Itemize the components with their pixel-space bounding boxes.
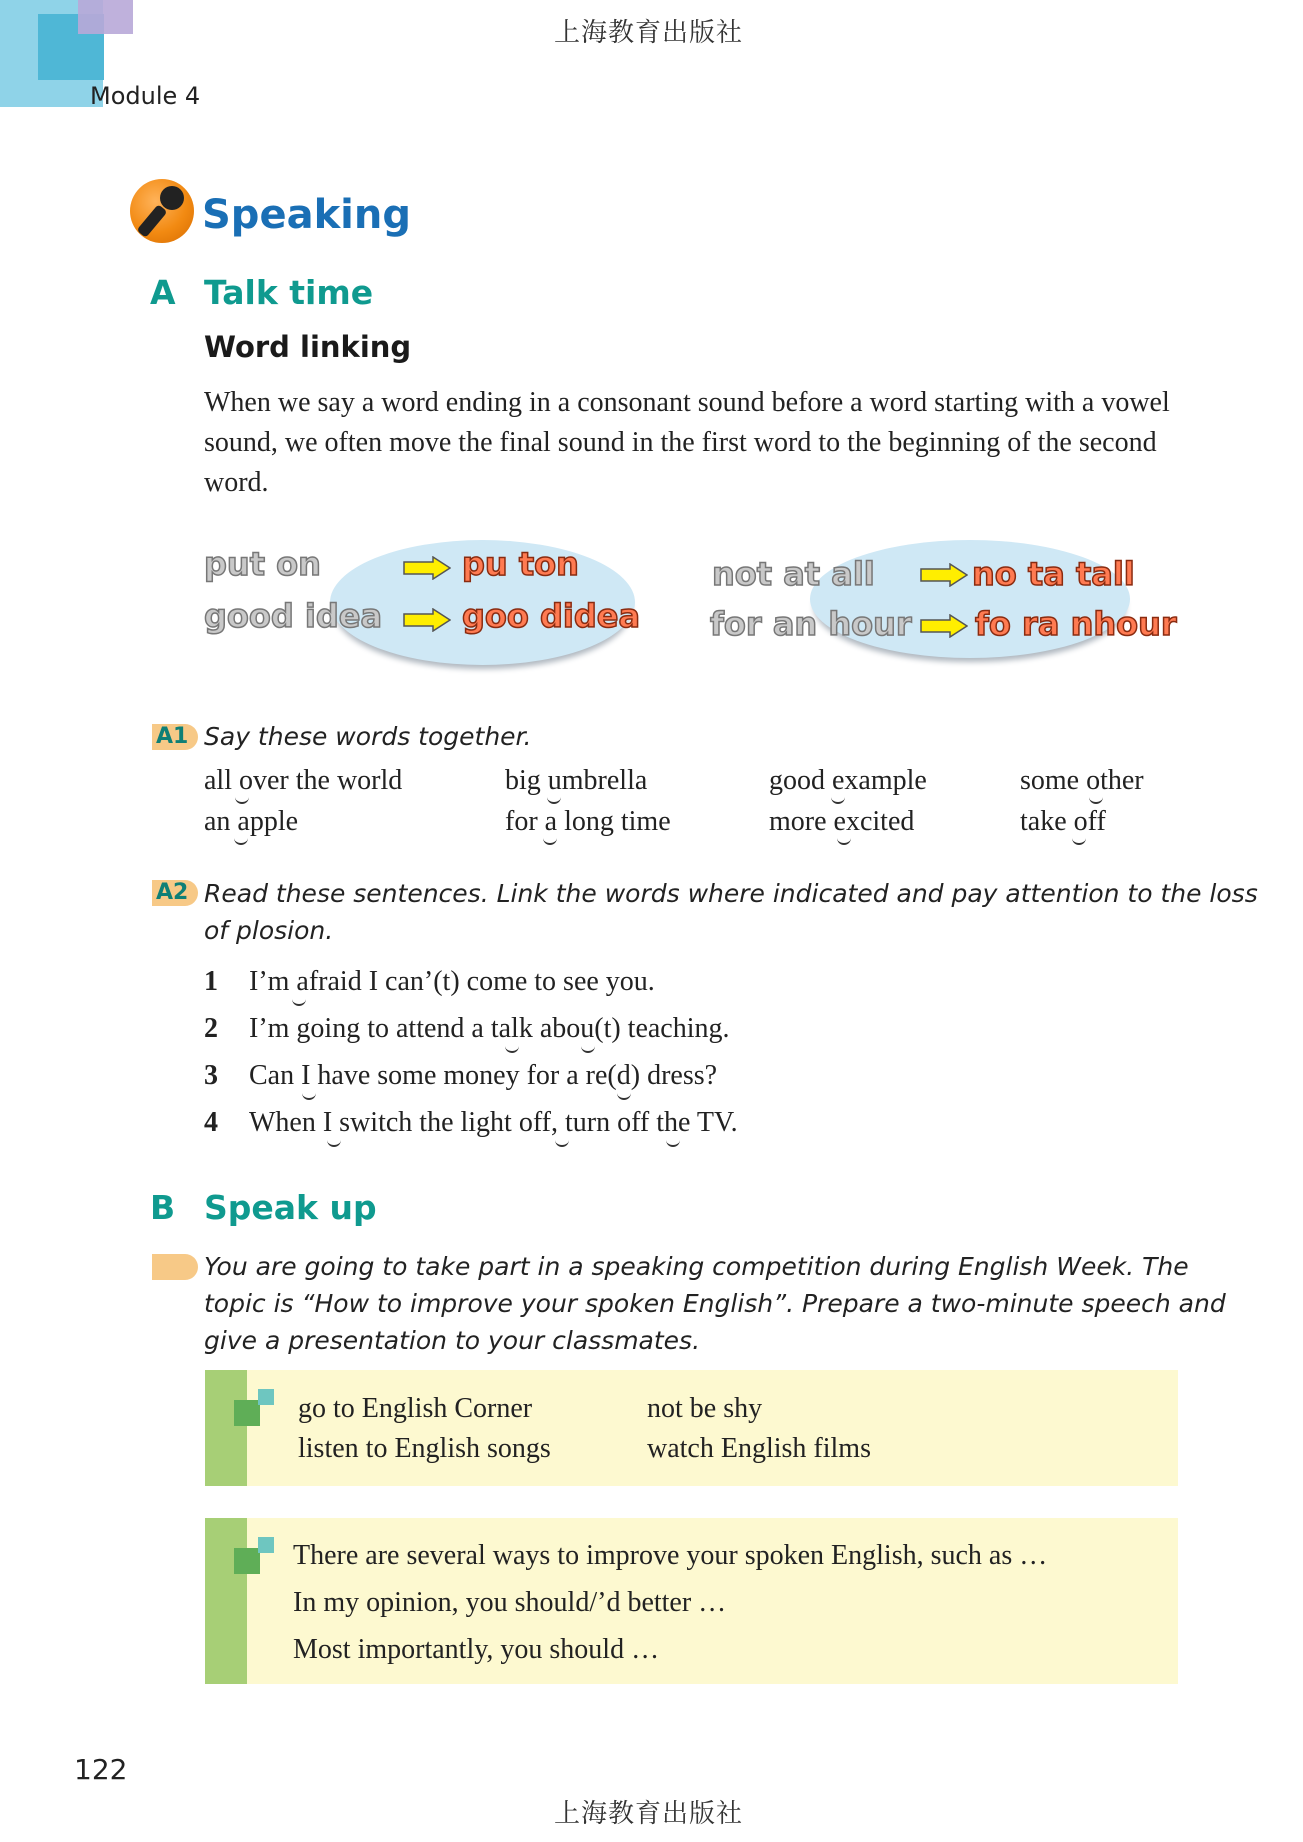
linking-mark [837, 835, 851, 845]
a1-phrase: all over the world [204, 765, 403, 796]
a1-phrase: good example [769, 765, 927, 796]
microphone-icon [160, 186, 184, 210]
linking-from: put on [204, 545, 321, 583]
sentence-starter: Most importantly, you should … [293, 1634, 660, 1665]
right-arrow-icon [403, 556, 451, 580]
section-b-title: Speak up [204, 1188, 377, 1227]
linking-mark [1089, 794, 1103, 804]
box-marker-icon [258, 1389, 274, 1405]
linking-to: no ta tall [972, 555, 1135, 593]
linking-mark [292, 996, 306, 1006]
a1-phrase: big umbrella [505, 765, 648, 796]
ideas-box [205, 1370, 1178, 1486]
b-instruction: give a presentation to your classmates. [204, 1326, 701, 1355]
linking-mark [505, 1043, 519, 1053]
idea-item: watch English films [647, 1433, 871, 1464]
word-linking-heading: Word linking [204, 330, 412, 364]
section-a-letter: A [150, 273, 176, 312]
a1-instruction: Say these words together. [204, 722, 532, 751]
linking-from: good idea [204, 597, 383, 635]
b-instruction: You are going to take part in a speaking competition during English Week. The [204, 1252, 1189, 1281]
linking-mark [1072, 835, 1086, 845]
linking-mark [666, 1137, 680, 1147]
linking-mark [555, 1137, 569, 1147]
page-number: 122 [74, 1753, 128, 1786]
publisher-header: 上海教育出版社 [554, 18, 744, 48]
section-a-title: Talk time [204, 273, 374, 312]
a2-sentence: Can I have some money for a re(d) dress? [249, 1060, 718, 1091]
a1-phrase: some other [1020, 765, 1144, 796]
linking-to: goo didea [462, 597, 641, 635]
linking-from: not at all [712, 555, 875, 593]
linking-mark [831, 794, 845, 804]
linking-mark [547, 794, 561, 804]
box-marker-icon [258, 1537, 274, 1553]
box-marker-icon [234, 1548, 260, 1574]
linking-mark [235, 794, 249, 804]
starters-box-bar [205, 1518, 247, 1684]
publisher-footer: 上海教育出版社 [554, 1799, 744, 1829]
sentence-number: 4 [204, 1107, 218, 1138]
a2-sentence: When I switch the light off, turn off the TV. [249, 1107, 738, 1138]
b-instruction: topic is “How to improve your spoken English”. Prepare a two-minute speech and [204, 1289, 1226, 1318]
sentence-starter: In my opinion, you should/’d better … [293, 1587, 727, 1618]
linking-mark [234, 835, 248, 845]
corner-decoration [78, 0, 133, 34]
sentence-number: 1 [204, 966, 218, 997]
a1-phrase: take off [1020, 806, 1106, 837]
linking-to: pu ton [462, 545, 579, 583]
a1-phrase: an apple [204, 806, 299, 837]
speaking-title: Speaking [202, 192, 411, 238]
a2-sentence: I’m going to attend a talk abou(t) teaching. [249, 1013, 730, 1044]
linking-mark [327, 1137, 341, 1147]
a1-phrase: more excited [769, 806, 915, 837]
linking-mark [581, 1043, 595, 1053]
sentence-starter: There are several ways to improve your spoken English, such as … [293, 1540, 1048, 1571]
a1-phrase: for a long time [505, 806, 671, 837]
ideas-box-bar [205, 1370, 247, 1486]
module-label: Module 4 [90, 82, 201, 110]
linking-to: fo ra nhour [975, 605, 1177, 643]
idea-item: listen to English songs [298, 1433, 551, 1464]
exercise-tag-b [152, 1254, 198, 1280]
linking-from: for an hour [710, 605, 912, 643]
idea-item: go to English Corner [298, 1393, 533, 1424]
right-arrow-icon [920, 563, 968, 587]
box-marker-icon [234, 1400, 260, 1426]
sentence-number: 2 [204, 1013, 218, 1044]
linking-mark [617, 1090, 631, 1100]
idea-item: not be shy [647, 1393, 763, 1424]
a2-sentence: I’m afraid I can’(t) come to see you. [249, 966, 655, 997]
linking-mark [543, 835, 557, 845]
section-b-letter: B [150, 1188, 176, 1227]
word-linking-paragraph: When we say a word ending in a consonant sound before a word starting with a vowel sound, we often move the final sound in the first word to the beginning of the second word. [204, 387, 1170, 498]
right-arrow-icon [920, 614, 968, 638]
exercise-tag-a2: A2 [152, 880, 198, 906]
a2-instruction: Read these sentences. Link the words where indicated and pay attention to the loss [204, 879, 1258, 908]
exercise-tag-a1: A1 [152, 724, 198, 750]
sentence-number: 3 [204, 1060, 218, 1091]
a2-instruction: of plosion. [204, 916, 334, 945]
linking-mark [302, 1090, 316, 1100]
right-arrow-icon [403, 608, 451, 632]
